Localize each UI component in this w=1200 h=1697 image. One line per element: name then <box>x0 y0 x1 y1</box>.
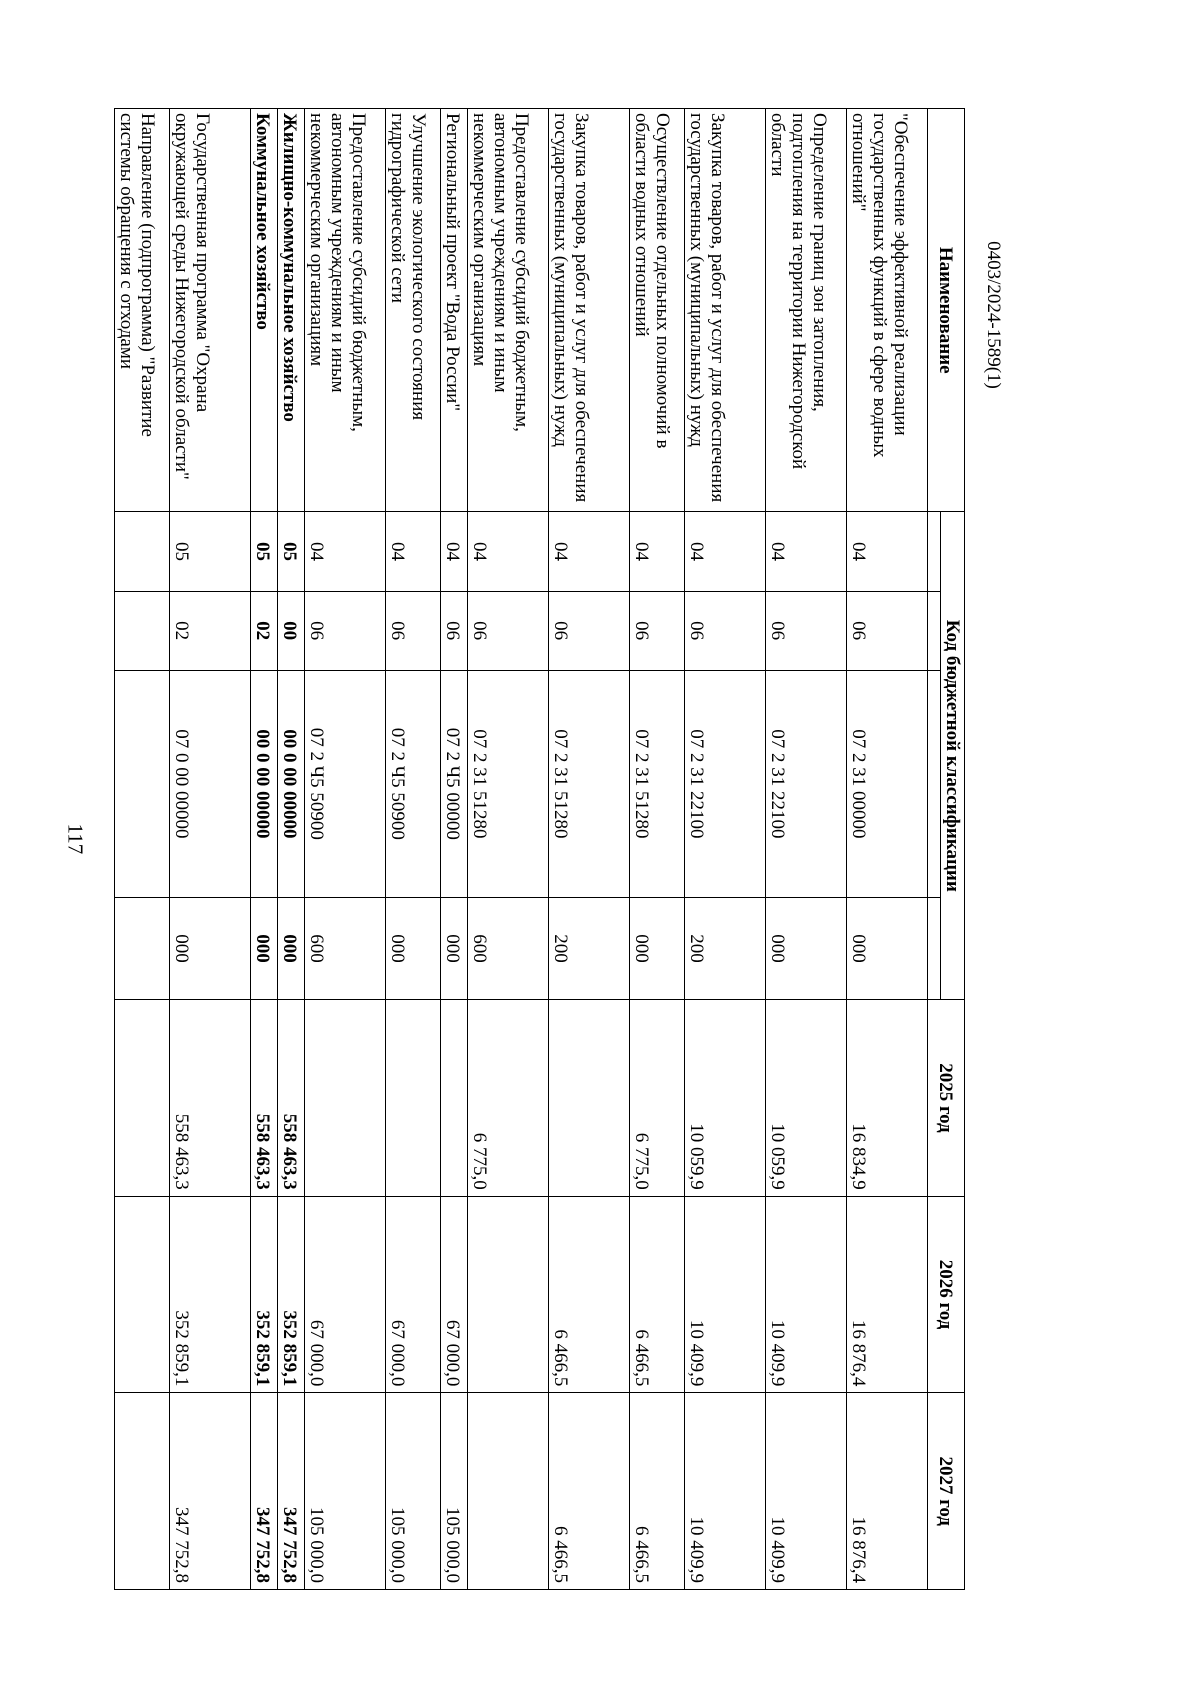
amount-2027: 16 876,4 <box>847 1393 928 1590</box>
code-target-article: 07 2 31 00000 <box>847 670 928 897</box>
table-row <box>115 109 170 1590</box>
amount-2027: 105 000,0 <box>305 1393 386 1590</box>
amount-2027: 347 752,8 <box>170 1393 251 1590</box>
amount-2027: 105 000,0 <box>386 1393 441 1590</box>
table-row <box>549 109 630 1590</box>
amount-2025 <box>549 1000 630 1197</box>
code-expense-type: 600 <box>305 897 386 999</box>
amount-2026: 6 466,5 <box>630 1196 685 1393</box>
code-target-article: 07 2 Ч5 00000 <box>441 670 468 897</box>
amount-2026: 10 409,9 <box>685 1196 766 1393</box>
code-target-article: 07 2 31 51280 <box>630 670 685 897</box>
row-name: Предоставление субсидий бюджетным, автономным учреждениям и иным некоммерческим организациям <box>468 109 549 512</box>
subheader-cell <box>928 512 941 591</box>
table-row <box>386 109 441 1590</box>
budget-table-rotated <box>116 108 965 1590</box>
code-subsection: 06 <box>630 591 685 670</box>
code-target-article: 07 2 Ч5 50900 <box>386 670 441 897</box>
amount-2026: 67 000,0 <box>386 1196 441 1393</box>
amount-2025: 6 775,0 <box>630 1000 685 1197</box>
row-name: Жилищно-коммунальное хозяйство <box>278 109 305 512</box>
code-section: 05 <box>278 512 305 591</box>
code-expense-type: 600 <box>468 897 549 999</box>
amount-2026 <box>468 1196 549 1393</box>
code-target-article: 07 2 Ч5 50900 <box>305 670 386 897</box>
amount-2027: 6 466,5 <box>630 1393 685 1590</box>
amount-2025 <box>305 1000 386 1197</box>
code-target-article: 07 0 00 00000 <box>170 670 251 897</box>
code-target-article <box>115 670 170 897</box>
amount-2025: 558 463,3 <box>170 1000 251 1197</box>
table-row <box>170 109 251 1590</box>
header-2026: 2026 год <box>928 1196 965 1393</box>
row-name: Закупка товаров, работ и услуг для обеспечения государственных (муниципальных) нужд <box>549 109 630 512</box>
amount-2025 <box>115 1000 170 1197</box>
code-expense-type: 000 <box>441 897 468 999</box>
code-section: 04 <box>441 512 468 591</box>
code-expense-type: 000 <box>251 897 278 999</box>
code-expense-type: 200 <box>685 897 766 999</box>
amount-2026 <box>115 1196 170 1393</box>
code-subsection: 02 <box>251 591 278 670</box>
table-row <box>847 109 928 1590</box>
code-subsection: 06 <box>766 591 847 670</box>
code-subsection <box>115 591 170 670</box>
code-expense-type: 000 <box>170 897 251 999</box>
code-target-article: 00 0 00 00000 <box>278 670 305 897</box>
code-subsection: 06 <box>549 591 630 670</box>
code-expense-type: 000 <box>386 897 441 999</box>
code-section: 05 <box>251 512 278 591</box>
table-row <box>441 109 468 1590</box>
row-name: Определение границ зон затопления, подтопления на территории Нижегородской области <box>766 109 847 512</box>
code-subsection: 06 <box>305 591 386 670</box>
code-subsection: 06 <box>441 591 468 670</box>
row-name: Улучшение экологического состояния гидрографической сети <box>386 109 441 512</box>
code-section: 04 <box>685 512 766 591</box>
amount-2027 <box>468 1393 549 1590</box>
header-name: Наименование <box>928 109 965 512</box>
amount-2025: 558 463,3 <box>251 1000 278 1197</box>
subheader-cell <box>928 591 941 670</box>
code-subsection: 00 <box>278 591 305 670</box>
amount-2027: 105 000,0 <box>441 1393 468 1590</box>
amount-2026: 6 466,5 <box>549 1196 630 1393</box>
subheader-cell <box>928 897 941 999</box>
code-section: 04 <box>305 512 386 591</box>
amount-2027: 10 409,9 <box>685 1393 766 1590</box>
amount-2027 <box>115 1393 170 1590</box>
amount-2026: 16 876,4 <box>847 1196 928 1393</box>
table-row <box>305 109 386 1590</box>
budget-table <box>114 108 965 1590</box>
amount-2025: 558 463,3 <box>278 1000 305 1197</box>
row-name: Предоставление субсидий бюджетным, автономным учреждениям и иным некоммерческим организациям <box>305 109 386 512</box>
code-expense-type: 000 <box>278 897 305 999</box>
code-expense-type: 200 <box>549 897 630 999</box>
code-section: 04 <box>386 512 441 591</box>
amount-2025: 10 059,9 <box>685 1000 766 1197</box>
code-expense-type <box>115 897 170 999</box>
amount-2025 <box>386 1000 441 1197</box>
table-body <box>115 109 928 1590</box>
code-target-article: 07 2 31 22100 <box>766 670 847 897</box>
page-number: 117 <box>63 823 88 855</box>
amount-2026: 352 859,1 <box>251 1196 278 1393</box>
code-section: 04 <box>549 512 630 591</box>
table-row <box>630 109 685 1590</box>
amount-2025 <box>441 1000 468 1197</box>
amount-2027: 347 752,8 <box>251 1393 278 1590</box>
code-subsection: 06 <box>685 591 766 670</box>
code-expense-type: 000 <box>847 897 928 999</box>
document-code: 0403/2024-1589(1) <box>983 241 1004 389</box>
table-row <box>251 109 278 1590</box>
header-2025: 2025 год <box>928 1000 965 1197</box>
row-name: Государственная программа "Охрана окружающей среды Нижегородской области" <box>170 109 251 512</box>
code-expense-type: 000 <box>630 897 685 999</box>
amount-2026: 352 859,1 <box>170 1196 251 1393</box>
code-section: 04 <box>630 512 685 591</box>
code-target-article: 00 0 00 00000 <box>251 670 278 897</box>
code-section: 04 <box>847 512 928 591</box>
row-name: Закупка товаров, работ и услуг для обеспечения государственных (муниципальных) нужд <box>685 109 766 512</box>
amount-2026: 352 859,1 <box>278 1196 305 1393</box>
amount-2025: 6 775,0 <box>468 1000 549 1197</box>
amount-2026: 10 409,9 <box>766 1196 847 1393</box>
amount-2025: 16 834,9 <box>847 1000 928 1197</box>
amount-2026: 67 000,0 <box>441 1196 468 1393</box>
amount-2026: 67 000,0 <box>305 1196 386 1393</box>
subheader-cell <box>928 670 941 897</box>
table-row <box>278 109 305 1590</box>
code-subsection: 02 <box>170 591 251 670</box>
header-2027: 2027 год <box>928 1393 965 1590</box>
code-section: 04 <box>766 512 847 591</box>
code-target-article: 07 2 31 51280 <box>549 670 630 897</box>
amount-2027: 6 466,5 <box>549 1393 630 1590</box>
code-target-article: 07 2 31 51280 <box>468 670 549 897</box>
amount-2027: 10 409,9 <box>766 1393 847 1590</box>
row-name: Осуществление отдельных полномочий в области водных отношений <box>630 109 685 512</box>
row-name: Коммунальное хозяйство <box>251 109 278 512</box>
header-code: Код бюджетной классификации <box>941 512 965 1000</box>
row-name: Направление (подпрограмма) "Развитие системы обращения с отходами <box>115 109 170 512</box>
table-header-row <box>941 109 965 1590</box>
code-subsection: 06 <box>468 591 549 670</box>
code-subsection: 06 <box>847 591 928 670</box>
table-row <box>468 109 549 1590</box>
code-target-article: 07 2 31 22100 <box>685 670 766 897</box>
code-expense-type: 000 <box>766 897 847 999</box>
table-row <box>766 109 847 1590</box>
table-row <box>685 109 766 1590</box>
amount-2027: 347 752,8 <box>278 1393 305 1590</box>
code-section <box>115 512 170 591</box>
row-name: "Обеспечение эффективной реализации государственных функций в сфере водных отношений" <box>847 109 928 512</box>
amount-2025: 10 059,9 <box>766 1000 847 1197</box>
code-section: 05 <box>170 512 251 591</box>
code-subsection: 06 <box>386 591 441 670</box>
code-section: 04 <box>468 512 549 591</box>
row-name: Региональный проект "Вода России" <box>441 109 468 512</box>
